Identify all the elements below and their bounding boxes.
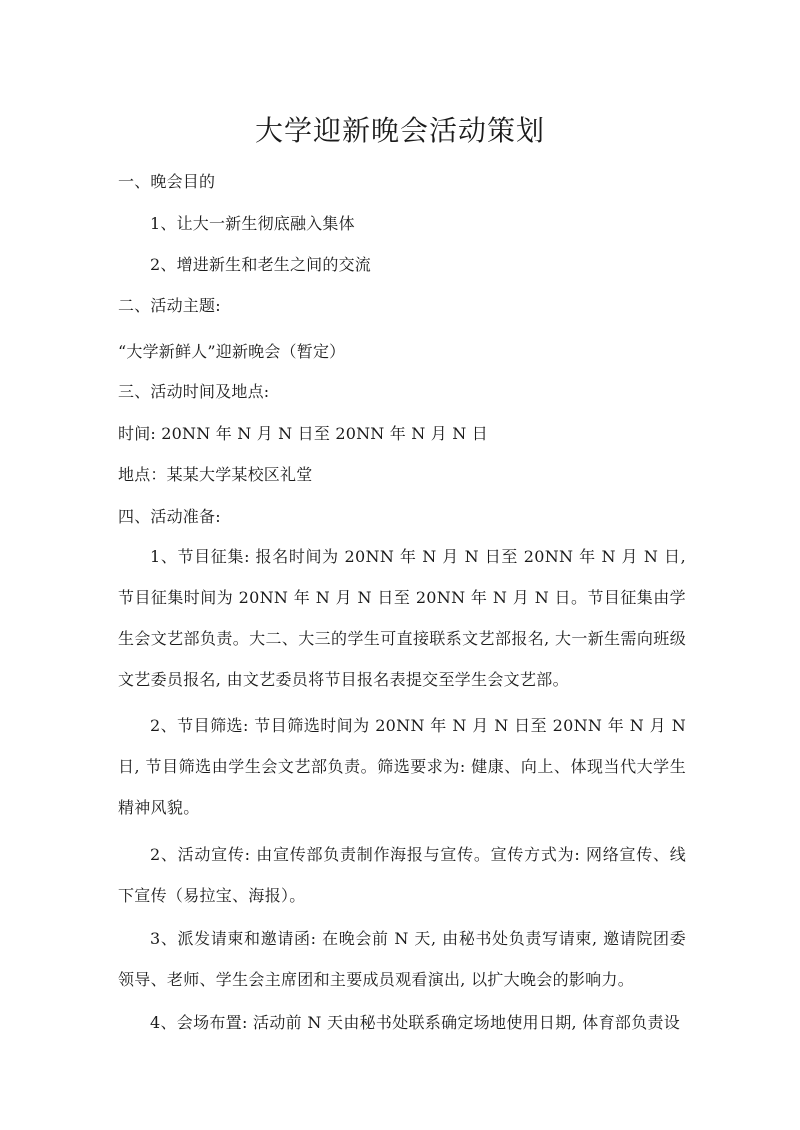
section-heading-purpose: 一、晚会目的: [118, 172, 216, 191]
paragraph-program-collection: 1、节目征集: 报名时间为 20NN 年 N 月 N 日至 20NN 年 N 月 N 日, 节目征集时间为 20NN 年 N 月 N 日至 20NN 年 N 月 N 日。节目征集由学生会文艺部负责。大二、大三的学生可直接联系文艺部报名, 大一新生需向班级文艺委员报名, 由文艺委员将节目报名表提交至学生会文艺部。: [118, 547, 686, 689]
purpose-item-2: 2、增进新生和老生之间的交流: [150, 255, 371, 274]
purpose-item-1: 1、让大一新生彻底融入集体: [150, 214, 355, 233]
place-text: 地点：某某大学某校区礼堂: [118, 465, 313, 484]
section-heading-time-place: 三、活动时间及地点:: [118, 382, 270, 401]
section-heading-preparation: 四、活动准备:: [118, 507, 221, 526]
section-heading-theme: 二、活动主题:: [118, 296, 221, 315]
paragraph-program-screening: 2、节目筛选: 节目筛选时间为 20NN 年 N 月 N 日至 20NN 年 N 月 N 日, 节目筛选由学生会文艺部负责。筛选要求为: 健康、向上、体现当代大学生精神风貌。: [118, 716, 686, 817]
paragraph-venue-setup: 4、会场布置: 活动前 N 天由秘书处联系确定场地使用日期, 体育部负责设: [150, 1013, 681, 1032]
paragraph-invitations: 3、派发请柬和邀请函: 在晚会前 N 天, 由秘书处负责写请柬, 邀请院团委领导、老师、学生会主席团和主要成员观看演出, 以扩大晚会的影响力。: [118, 929, 686, 989]
document-title: 大学迎新晚会活动策划: [254, 114, 545, 147]
time-text: 时间: 20NN 年 N 月 N 日至 20NN 年 N 月 N 日: [118, 424, 488, 443]
theme-text: “大学新鲜人”迎新晚会（暂定）: [118, 342, 346, 361]
paragraph-publicity: 2、活动宣传: 由宣传部负责制作海报与宣传。宣传方式为: 网络宣传、线下宣传（易拉宝、海报）。: [118, 845, 686, 905]
